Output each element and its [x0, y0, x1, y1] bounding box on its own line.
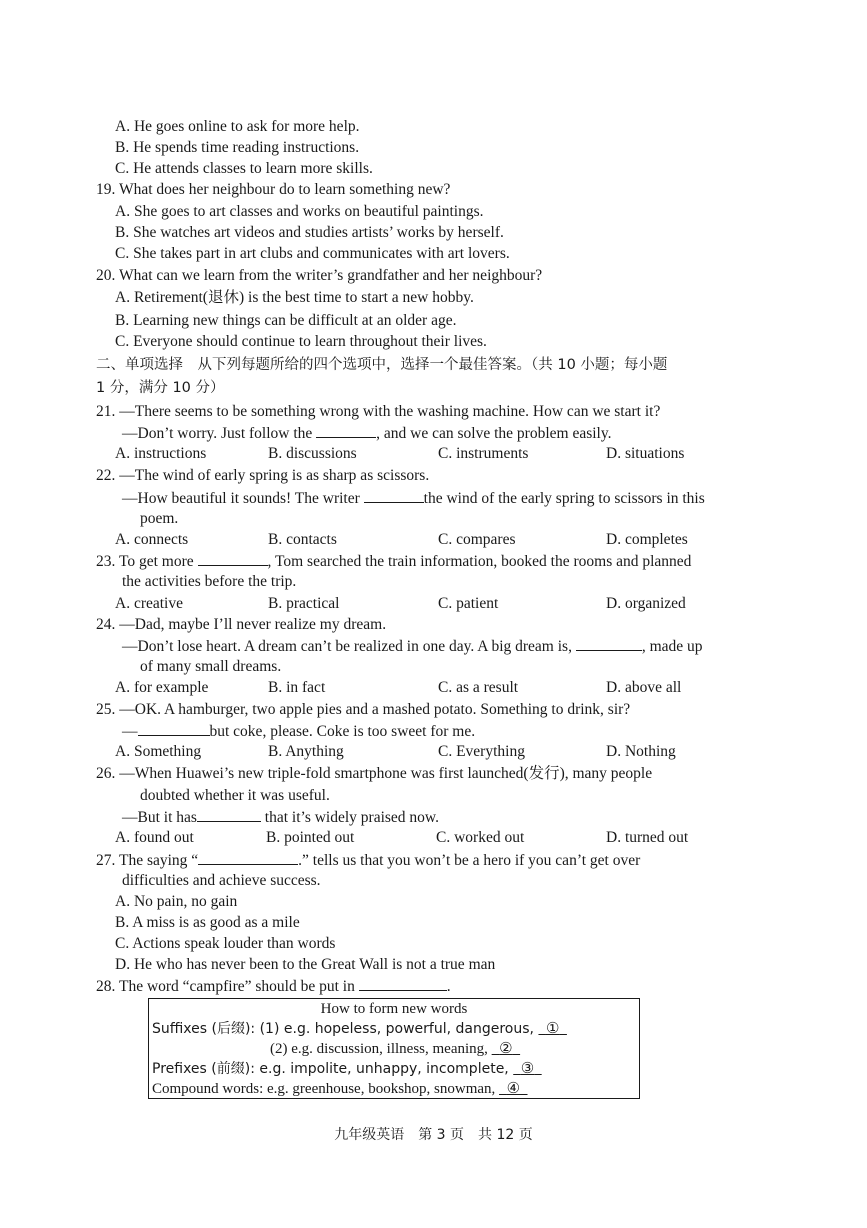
q25-line2: — but coke, please. Coke is too sweet for me.	[122, 723, 476, 740]
q20-option-a: A. Retirement(退休) is the best time to start a new hobby.	[115, 289, 474, 306]
q22-line2: —How beautiful it sounds! The writer the wind of the early spring to scissors in this	[122, 490, 705, 507]
page-footer: 九年级英语 第 3 页 共 12 页	[334, 1127, 533, 1143]
q18-option-c: C. He attends classes to learn more skills.	[115, 160, 373, 177]
q26-option-d: D. turned out	[606, 829, 689, 846]
q20-option-c: C. Everyone should continue to learn throughout their lives.	[115, 333, 487, 350]
q22-option-c: C. compares	[438, 531, 516, 548]
table-suffix-row-2: (2) e.g. discussion, illness, meaning, ②	[270, 1039, 520, 1059]
q23-option-b: B. practical	[268, 595, 340, 612]
table-title: How to form new words	[320, 1001, 468, 1017]
q19-option-c: C. She takes part in art clubs and communicates with art lovers.	[115, 245, 510, 262]
q20-option-b: B. Learning new things can be difficult at an older age.	[115, 312, 457, 329]
q20-stem: 20. What can we learn from the writer’s grandfather and her neighbour?	[96, 267, 543, 284]
q24-blank[interactable]	[576, 636, 642, 651]
q22-option-b: B. contacts	[268, 531, 337, 548]
q23-blank[interactable]	[198, 551, 268, 566]
marker-3: ③	[520, 1061, 535, 1077]
q26-line2: doubted whether it was useful.	[140, 787, 330, 804]
q26-option-a: A. found out	[115, 829, 194, 846]
q23-line2: the activities before the trip.	[122, 573, 297, 590]
q23-option-d: D. organized	[606, 595, 686, 612]
q21-option-c: C. instruments	[438, 445, 529, 462]
q26-option-b: B. pointed out	[266, 829, 355, 846]
marker-4: ④	[506, 1081, 521, 1097]
q21-blank[interactable]	[316, 423, 376, 438]
q27-option-b: B. A miss is as good as a mile	[115, 914, 300, 931]
q25-option-d: D. Nothing	[606, 743, 676, 760]
word-formation-table	[148, 998, 640, 1099]
q18-option-b: B. He spends time reading instructions.	[115, 139, 360, 156]
q25-line1: 25. —OK. A hamburger, two apple pies and a mashed potato. Something to drink, sir?	[96, 701, 631, 718]
q23-line1: 23. To get more , Tom searched the train information, booked the rooms and planned	[96, 553, 692, 570]
q24-option-a: A. for example	[115, 679, 209, 696]
q19-option-a: A. She goes to art classes and works on beautiful paintings.	[115, 203, 484, 220]
q27-line1: 27. The saying “ .” tells us that you won’t be a hero if you can’t get over	[96, 852, 641, 869]
q26-line3: —But it has that it’s widely praised now.	[122, 809, 439, 826]
q28-blank[interactable]	[359, 976, 447, 991]
q22-line3: poem.	[140, 510, 179, 527]
q21-option-b: B. discussions	[268, 445, 357, 462]
q23-option-c: C. patient	[438, 595, 499, 612]
q25-option-c: C. Everything	[438, 743, 525, 760]
table-suffix-row-1: Suffixes (后缀): (1) e.g. hopeless, powerful, dangerous, ①	[152, 1019, 567, 1039]
q24-line3: of many small dreams.	[140, 658, 282, 675]
q27-option-a: A. No pain, no gain	[115, 893, 238, 910]
q26-blank[interactable]	[197, 807, 261, 822]
q23-option-a: A. creative	[115, 595, 183, 612]
table-prefix-row: Prefixes (前缀): e.g. impolite, unhappy, incomplete, ③	[152, 1059, 542, 1079]
q24-line1: 24. —Dad, maybe I’ll never realize my dream.	[96, 616, 387, 633]
q21-line2: —Don’t worry. Just follow the , and we can solve the problem easily.	[122, 425, 612, 442]
section-heading: 二、单项选择 从下列每题所给的四个选项中，选择一个最佳答案。（共 10 小题；每小题	[96, 357, 668, 373]
q19-stem: 19. What does her neighbour do to learn something new?	[96, 181, 451, 198]
q27-option-d: D. He who has never been to the Great Wall is not a true man	[115, 956, 496, 973]
q19-option-b: B. She watches art videos and studies artists’ works by herself.	[115, 224, 504, 241]
q18-option-a: A. He goes online to ask for more help.	[115, 118, 360, 135]
q21-option-d: D. situations	[606, 445, 685, 462]
q26-line1: 26. —When Huawei’s new triple-fold smartphone was first launched(发行), many people	[96, 765, 653, 782]
q25-blank[interactable]	[138, 721, 210, 736]
q24-line2: —Don’t lose heart. A dream can’t be realized in one day. A big dream is, , made up	[122, 638, 703, 655]
q28-line1: 28. The word “campfire” should be put in .	[96, 978, 451, 995]
q24-option-c: C. as a result	[438, 679, 519, 696]
q22-blank[interactable]	[364, 488, 424, 503]
table-compound-row: Compound words: e.g. greenhouse, bookshop, snowman, ④	[152, 1079, 528, 1099]
q27-option-c: C. Actions speak louder than words	[115, 935, 336, 952]
q21-option-a: A. instructions	[115, 445, 207, 462]
q22-line1: 22. —The wind of early spring is as sharp as scissors.	[96, 467, 430, 484]
q27-blank[interactable]	[198, 850, 298, 865]
q26-option-c: C. worked out	[436, 829, 525, 846]
q22-option-a: A. connects	[115, 531, 189, 548]
q25-option-b: B. Anything	[268, 743, 344, 760]
marker-2: ②	[499, 1041, 513, 1057]
q22-option-d: D. completes	[606, 531, 688, 548]
q21-line1: 21. —There seems to be something wrong with the washing machine. How can we start it?	[96, 403, 661, 420]
q24-option-d: D. above all	[606, 679, 682, 696]
q24-option-b: B. in fact	[268, 679, 326, 696]
q27-line2: difficulties and achieve success.	[122, 872, 321, 889]
marker-1: ①	[545, 1021, 560, 1037]
section-heading-cont: 1 分，满分 10 分）	[96, 380, 225, 396]
q25-option-a: A. Something	[115, 743, 202, 760]
